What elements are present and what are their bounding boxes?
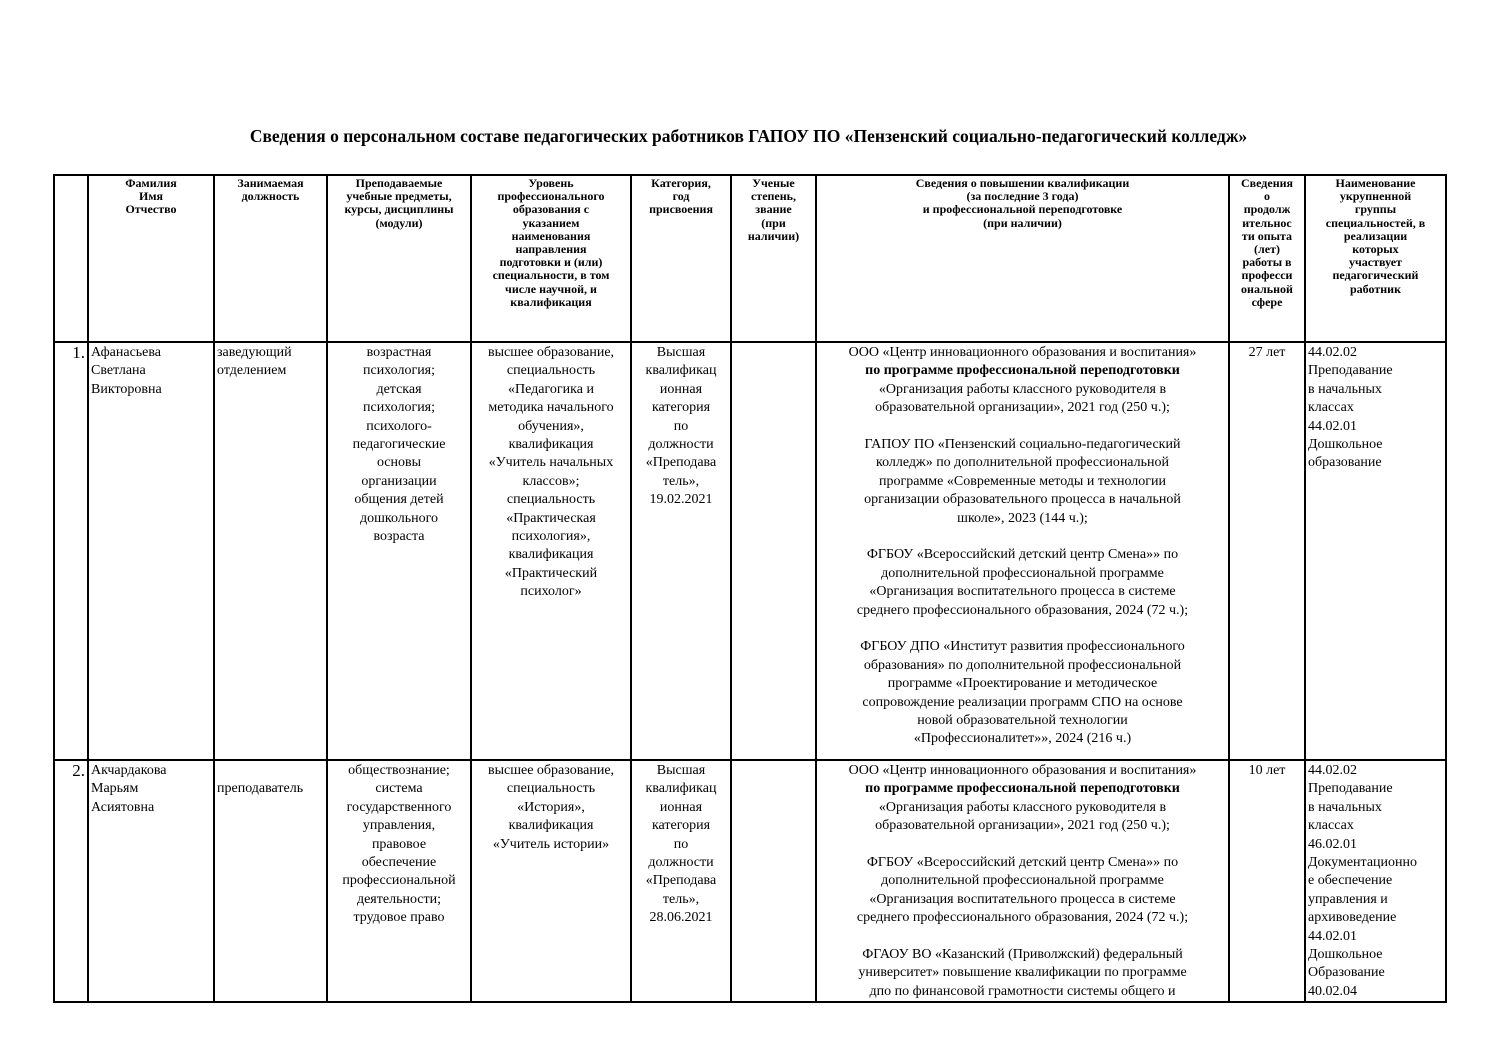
- cell-line: работник: [1350, 281, 1401, 296]
- cell-line: Акчардакова: [91, 763, 167, 778]
- cell-line: классах: [1308, 400, 1354, 416]
- cell-line: ональной: [1241, 281, 1293, 296]
- header-education: [471, 175, 631, 342]
- cell-line: система: [375, 781, 423, 797]
- cell-line: направления: [515, 242, 587, 257]
- cell-line: Марьям: [91, 781, 139, 797]
- qualification-line: «Профессионалитет»», 2024 (216 ч.): [913, 731, 1132, 747]
- cell-line: преподаватель: [217, 781, 304, 797]
- cell-line: психолог»: [520, 584, 582, 600]
- cell-line: квалификац: [645, 363, 717, 379]
- cell-line: «Учитель начальных: [488, 455, 614, 471]
- cell-line: специальность: [506, 492, 596, 508]
- cell-line: «Преподава: [645, 873, 717, 889]
- qualification-line: по программе профессиональной переподготовки: [865, 363, 1180, 379]
- cell-line: ионная: [659, 799, 703, 815]
- cell-line: «Преподава: [645, 455, 717, 471]
- cell-line: психология;: [362, 363, 436, 379]
- header-subjects: [327, 175, 471, 342]
- cell-line: Высшая: [656, 345, 706, 360]
- qualification-line: дополнительной профессиональной программе: [881, 873, 1164, 889]
- employee-qualification: [816, 760, 1229, 1002]
- row-number: 1.: [54, 342, 88, 760]
- qualification-line: среднего профессионального образования, 2024 (72 ч.);: [856, 602, 1189, 618]
- cell-line: укрупненной: [1339, 189, 1412, 204]
- qualification-line: ГАПОУ ПО «Пензенский социально-педагогический: [864, 437, 1181, 453]
- qualification-line: сопровождение реализации программ СПО на основе: [862, 694, 1183, 710]
- cell-line: Категория,: [651, 176, 711, 190]
- cell-line: Документационно: [1308, 855, 1418, 871]
- cell-line: обществознание;: [348, 763, 450, 778]
- cell-line: в начальных: [1308, 381, 1382, 397]
- cell-line: Образование: [1308, 965, 1385, 981]
- cell-line: отделением: [217, 363, 287, 379]
- header-fio: [88, 175, 214, 342]
- cell-line: ительнос: [1242, 215, 1292, 230]
- employee-experience: 27 лет: [1229, 342, 1305, 760]
- cell-line: профессионального: [497, 189, 605, 204]
- employee-experience: 10 лет: [1229, 760, 1305, 1002]
- cell-line: управления и: [1308, 891, 1388, 907]
- qualification-entry: [819, 546, 1226, 620]
- cell-line: квалификация: [508, 437, 594, 453]
- qualification-entry: [819, 638, 1226, 748]
- cell-line: Преподавание: [1308, 363, 1393, 379]
- employee-degree: [731, 342, 816, 760]
- employee-qualification: [816, 342, 1229, 760]
- employee-specialty-group: [1305, 342, 1446, 760]
- cell-line: управления,: [362, 818, 436, 834]
- employee-position: [214, 760, 327, 1002]
- employee-education: [471, 342, 631, 760]
- cell-line: Преподавание: [1308, 781, 1393, 797]
- employee-specialty-group: [1305, 760, 1446, 1002]
- header-category: [631, 175, 731, 342]
- cell-line: Дошкольное: [1308, 947, 1383, 963]
- cell-line: реализации: [1343, 228, 1408, 243]
- qualification-line: образовательной организации», 2021 год (250 ч.);: [875, 818, 1170, 834]
- cell-line: «Педагогика и: [508, 381, 594, 397]
- cell-line: специальности, в том: [492, 268, 610, 283]
- qualification-line: «Организация работы классного руководителя в: [878, 381, 1167, 397]
- qualification-line: «Организация воспитательного процесса в системе: [869, 584, 1176, 600]
- employee-category: [631, 342, 731, 760]
- cell-line: Фамилия: [125, 176, 177, 190]
- cell-line: которых: [1352, 242, 1399, 257]
- qualification-line: образования» по дополнительной профессиональной: [863, 657, 1182, 673]
- cell-line: детская: [376, 381, 422, 397]
- cell-line: професси: [1241, 268, 1293, 283]
- cell-line: тель»,: [662, 473, 700, 489]
- employee-category: [631, 760, 731, 1002]
- qualification-line: университет» повышение квалификации по программе: [858, 965, 1187, 981]
- qualification-line: программе «Современные методы и технологии: [878, 473, 1166, 489]
- qualification-line: ФГАОУ ВО «Казанский (Приволжский) федеральный: [862, 947, 1183, 963]
- cell-line: категория: [651, 818, 711, 834]
- employee-subjects: [327, 760, 471, 1002]
- cell-line: [217, 762, 324, 780]
- cell-line: (лет): [1254, 242, 1280, 257]
- cell-line: правовое: [371, 836, 427, 852]
- cell-line: год: [672, 189, 690, 204]
- header-num: [54, 175, 88, 342]
- qualification-line: среднего профессионального образования, 2024 (72 ч.);: [856, 910, 1189, 926]
- cell-line: обучения»,: [518, 418, 584, 434]
- cell-line: квалификация: [510, 294, 592, 309]
- qualification-line: ФГБОУ ДПО «Институт развития профессионального: [860, 639, 1185, 655]
- qualification-line: школе», 2023 (144 ч.);: [957, 510, 1088, 526]
- cell-line: в начальных: [1308, 799, 1382, 815]
- cell-line: 44.02.02: [1308, 763, 1357, 778]
- cell-line: степень,: [750, 189, 797, 204]
- cell-line: Афанасьева: [91, 345, 162, 360]
- cell-line: образования с: [512, 202, 590, 217]
- row-number: 2.: [54, 760, 88, 1002]
- cell-line: числе научной, и: [505, 281, 597, 296]
- qualification-line: программе «Проектирование и методическое: [887, 676, 1158, 692]
- staff-table: [53, 174, 1447, 1003]
- header-experience: [1229, 175, 1305, 342]
- qualification-entry: [819, 946, 1226, 1001]
- cell-line: е обеспечение: [1308, 873, 1393, 889]
- cell-line: Уровень: [528, 176, 574, 190]
- cell-line: организации: [361, 473, 437, 489]
- cell-line: и профессиональной переподготовке: [922, 202, 1123, 217]
- cell-line: психология;: [362, 400, 436, 416]
- cell-line: 44.02.01: [1308, 928, 1357, 944]
- table-row: [54, 342, 1446, 760]
- qualification-line: образовательной организации», 2021 год (250 ч.);: [875, 400, 1170, 416]
- cell-line: Сведения о повышении квалификации: [915, 176, 1130, 190]
- cell-line: Занимаемая: [237, 176, 304, 190]
- cell-line: работы в: [1242, 255, 1292, 270]
- qualification-line: ФГБОУ «Всероссийский детский центр Смена»» по: [866, 855, 1179, 871]
- cell-line: Светлана: [91, 363, 146, 379]
- cell-line: 44.02.01: [1308, 418, 1357, 434]
- qualification-line: по программе профессиональной переподготовки: [865, 781, 1180, 797]
- cell-line: Асиятовна: [91, 799, 155, 815]
- qualification-entry: [819, 344, 1226, 418]
- cell-line: тель»,: [662, 891, 700, 907]
- table-row: [54, 760, 1446, 1002]
- cell-line: участвует: [1349, 255, 1402, 270]
- qualification-line: дополнительной профессиональной программе: [881, 565, 1164, 581]
- qualification-line: ООО «Центр инновационного образования и воспитания»: [848, 345, 1197, 360]
- document-title: Сведения о персональном составе педагогических работников ГАПОУ ПО «Пензенский социально-педагогический колледж»: [249, 126, 1248, 146]
- qualification-line: «Организация работы классного руководителя в: [878, 799, 1167, 815]
- cell-line: продолж: [1243, 202, 1291, 217]
- header-specialty-group: [1305, 175, 1446, 342]
- cell-line: высшее образование,: [487, 345, 615, 360]
- employee-degree: [731, 760, 816, 1002]
- cell-line: по: [673, 836, 689, 852]
- cell-line: «Учитель истории»: [492, 836, 610, 852]
- cell-line: 28.06.2021: [649, 910, 713, 926]
- cell-line: Преподаваемые: [355, 176, 443, 190]
- qualification-line: ФГБОУ «Всероссийский детский центр Смена»» по: [866, 547, 1179, 563]
- cell-line: высшее образование,: [487, 763, 615, 778]
- qualification-line: колледж» по дополнительной профессиональной: [875, 455, 1169, 471]
- cell-line: группы: [1354, 202, 1397, 217]
- employee-education: [471, 760, 631, 1002]
- cell-line: (за последние 3 года): [966, 189, 1079, 204]
- cell-line: образование: [1308, 455, 1382, 471]
- cell-line: архивоведение: [1308, 910, 1397, 926]
- cell-line: Высшая: [656, 763, 706, 778]
- cell-line: квалификация: [508, 818, 594, 834]
- header-position: [214, 175, 327, 342]
- cell-line: 19.02.2021: [649, 492, 713, 508]
- cell-line: заведующий: [217, 345, 292, 360]
- cell-line: методика начального: [488, 400, 614, 416]
- header-degree: [731, 175, 816, 342]
- cell-line: подготовки и (или): [499, 255, 603, 270]
- employee-position: [214, 342, 327, 760]
- cell-line: возрастная: [366, 345, 432, 360]
- cell-line: квалификац: [645, 781, 717, 797]
- cell-line: обеспечение: [361, 855, 437, 871]
- cell-line: квалификация: [508, 547, 594, 563]
- cell-line: должность: [241, 189, 300, 204]
- cell-line: Дошкольное: [1308, 437, 1383, 453]
- qualification-line: организации образовательного процесса в начальной: [864, 492, 1181, 508]
- cell-line: сфере: [1251, 294, 1283, 309]
- cell-line: специальностей, в: [1325, 215, 1426, 230]
- table-header-row: [54, 175, 1446, 342]
- cell-line: дошкольного: [359, 510, 439, 526]
- cell-line: «Практическая: [506, 510, 596, 526]
- cell-line: (модули): [375, 215, 423, 230]
- qualification-line: ООО «Центр инновационного образования и воспитания»: [848, 763, 1197, 778]
- cell-line: психология»,: [511, 529, 591, 545]
- cell-line: специальность: [506, 363, 596, 379]
- cell-line: психолого-: [366, 418, 432, 434]
- cell-line: по: [673, 418, 689, 434]
- cell-line: (при: [761, 215, 786, 230]
- cell-line: 44.02.02: [1308, 345, 1357, 360]
- cell-line: классов»;: [522, 473, 580, 489]
- cell-line: должности: [648, 437, 714, 453]
- cell-line: курсы, дисциплины: [344, 202, 454, 217]
- cell-line: Викторовна: [91, 381, 162, 397]
- cell-line: (при наличии): [983, 215, 1062, 230]
- qualification-entry: [819, 762, 1226, 836]
- qualification-line: новой образовательной технологии: [917, 713, 1128, 729]
- cell-line: классах: [1308, 818, 1354, 834]
- cell-line: указанием: [522, 215, 580, 230]
- cell-line: категория: [651, 400, 711, 416]
- qualification-entry: [819, 854, 1226, 928]
- cell-line: 40.02.04: [1308, 983, 1357, 999]
- cell-line: ти опыта: [1241, 228, 1293, 243]
- cell-line: Ученые: [752, 176, 795, 190]
- cell-line: Отчество: [125, 202, 177, 217]
- employee-subjects: [327, 342, 471, 760]
- cell-line: присвоения: [649, 202, 713, 217]
- cell-line: деятельности;: [356, 891, 442, 907]
- cell-line: профессиональной: [342, 873, 456, 889]
- cell-line: Наименование: [1335, 176, 1416, 190]
- qualification-line: дпо по финансовой грамотности системы общего и: [869, 983, 1176, 999]
- cell-line: возраста: [373, 529, 425, 545]
- cell-line: государственного: [346, 799, 452, 815]
- cell-line: наименования: [511, 228, 591, 243]
- cell-line: учебные предметы,: [346, 189, 452, 204]
- cell-line: основы: [376, 455, 422, 471]
- cell-line: общения детей: [354, 492, 444, 508]
- employee-name: [88, 760, 214, 1002]
- cell-line: трудовое право: [353, 910, 445, 926]
- cell-line: ионная: [659, 381, 703, 397]
- cell-line: о: [1264, 189, 1270, 204]
- qualification-entry: [819, 436, 1226, 528]
- cell-line: Сведения: [1240, 176, 1294, 190]
- qualification-line: «Организация воспитательного процесса в системе: [869, 891, 1176, 907]
- cell-line: звание: [755, 202, 792, 217]
- cell-line: должности: [648, 855, 714, 871]
- header-qualification: [816, 175, 1229, 342]
- cell-line: наличии): [747, 228, 800, 243]
- cell-line: педагогические: [352, 437, 446, 453]
- cell-line: «История»,: [517, 799, 585, 815]
- cell-line: 46.02.01: [1308, 836, 1357, 852]
- cell-line: «Практический: [504, 565, 598, 581]
- cell-line: специальность: [506, 781, 596, 797]
- employee-name: [88, 342, 214, 760]
- cell-line: педагогический: [1332, 268, 1419, 283]
- cell-line: Имя: [139, 189, 163, 204]
